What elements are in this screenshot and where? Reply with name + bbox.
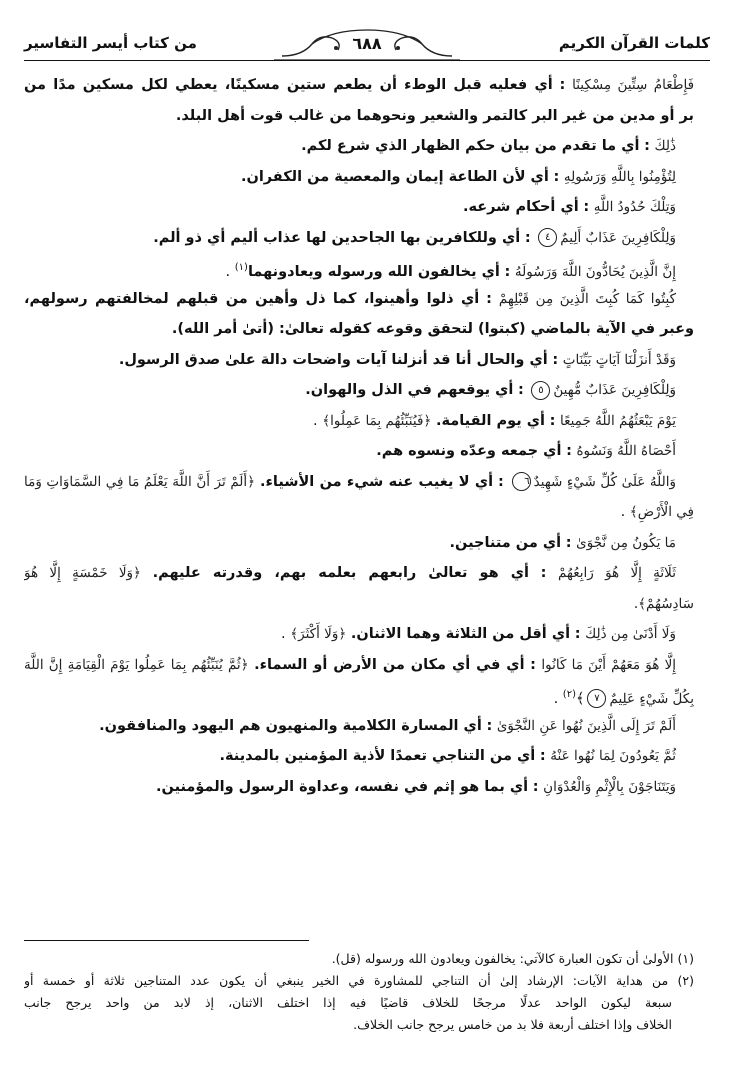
footnote-divider — [24, 940, 309, 941]
text-line: وَلَا أَدْنَىٰ مِن ذَٰلِكَ : أي أقل من الثلاثة وهما الاثنان. ﴿وَلَا أَكْثَرَ﴾ . — [281, 626, 676, 642]
explanation: أي من متناجين. — [449, 534, 562, 551]
page-body — [24, 70, 694, 802]
quran-quote: سَادِسُهُمْ﴾. — [633, 595, 694, 612]
page-number-ornament — [272, 26, 462, 62]
text-line: وَلِلْكَافِرِينَ عَذَابٌ مُّهِينٌ٥ : أي يوقعهم في الذل والهوان. — [305, 382, 676, 398]
quran-quote: ﴿فَيُنَبِّئُهُم بِمَا عَمِلُوا﴾ — [322, 412, 432, 429]
text-line: وَتِلْكَ حُدُودُ اللَّهِ : أي أحكام شرعه. — [462, 199, 676, 215]
explanation: أي فعليه قبل الوطء أن يطعم ستين مسكينًا، يعطي لكل مسكين مدًا من — [24, 77, 553, 93]
explanation: أي ما تقدم من بيان حكم الظهار الذي شرع لكم. — [301, 138, 640, 154]
text-line: كُبِتُوا كَمَا كُبِتَ الَّذِينَ مِن قَبْلِهِمْ : أي ذلوا وأهينوا، كما ذل وأهين من قبلهم لمخالفتهم رسولهم، — [24, 290, 676, 307]
footnote-2-text: الخلاف وإذا اختلف أربعة فلا بد من خامس يرجح جانب الخلاف. — [353, 1017, 672, 1032]
quran-term: وَتِلْكَ حُدُودُ اللَّهِ — [593, 199, 676, 215]
quran-quote: ﴿ثُمَّ يُنَبِّئُهُم بِمَا عَمِلُوا يَوْمَ الْقِيَامَةِ إِنَّ اللَّهَ — [24, 656, 249, 673]
quran-term: وَلِلْكَافِرِينَ عَذَابٌ مُّهِينٌ — [553, 382, 676, 398]
text-line: إِلَّا هُوَ مَعَهُمْ أَيْنَ مَا كَانُوا : أي في أي مكان من الأرض أو السماء. ﴿ثُمَّ يُنَبِّئُهُم بِمَا عَمِلُوا يَوْمَ الْقِيَامَةِ إِنَّ اللَّهَ — [24, 656, 677, 673]
quran-quote: ﴿أَلَمْ تَرَ أَنَّ اللَّهَ يَعْلَمُ مَا فِي السَّمَاوَاتِ وَمَا — [24, 473, 256, 490]
footnote-marker: (١) — [234, 262, 248, 273]
quran-term: إِنَّ الَّذِينَ يُحَادُّونَ اللَّهَ وَرَسُولَهُ — [514, 263, 676, 280]
text-line: أَحْصَاهُ اللَّهُ وَنَسُوهُ : أي جمعه وعدّه ونسوه هم. — [376, 443, 676, 459]
explanation: أي هو تعالىٰ رابعهم بعلمه بهم، وقدرته عليهم. — [152, 565, 529, 581]
verse-number: ٤ — [538, 228, 557, 247]
verse-number: ٦ — [512, 472, 531, 491]
quran-term: ذَٰلِكَ — [654, 138, 676, 154]
quran-term: وَلَا أَدْنَىٰ مِن ذَٰلِكَ — [585, 626, 676, 642]
header-divider — [24, 60, 710, 61]
explanation: أي بما هو إثم في نفسه، وعداوة الرسول والمؤمنين. — [156, 778, 529, 795]
explanation: أي من التناجي تعمدًا لأذية المؤمنين بالمدينة. — [219, 748, 536, 764]
quran-term: ثُمَّ يَعُودُونَ لِمَا نُهُوا عَنْهُ — [550, 748, 676, 764]
verse-number: ٥ — [531, 381, 550, 400]
footnote-2-line-2 — [24, 992, 694, 1014]
text-line: بِكُلِّ شَيْءٍ عَلِيمٌ٧﴾$^{(٢)}$ . — [553, 689, 694, 707]
text-line: أَلَمْ تَرَ إِلَى الَّذِينَ نُهُوا عَنِ النَّجْوَىٰ : أي المسارة الكلامية والمنهيون هم اليهود والمنافقون. — [99, 717, 676, 734]
quran-term: مَا يَكُونُ مِن نَّجْوَىٰ — [576, 534, 676, 551]
quran-term: كُبِتُوا كَمَا كُبِتَ الَّذِينَ مِن قَبْلِهِمْ — [498, 290, 676, 307]
page-header — [24, 24, 710, 64]
text-line: لِتُؤْمِنُوا بِاللَّهِ وَرَسُولِهِ : أي لأن الطاعة إيمان والمعصية من الكفران. — [240, 168, 676, 185]
footnote-marker: (٢) — [562, 689, 576, 700]
quran-term: ثَلَاثَةٍ إِلَّا هُوَ رَابِعُهُمْ — [558, 565, 676, 581]
source-title: من كتاب أيسر التفاسير — [24, 34, 197, 52]
explanation: أي لأن الطاعة إيمان والمعصية من الكفران. — [240, 168, 549, 185]
text-line: وَلِلْكَافِرِينَ عَذَابٌ أَلِيمٌ٤ : أي وللكافرين بها الجاحدين لها عذاب أليم أي ذو ألم. — [153, 229, 676, 246]
text-line: ثَلَاثَةٍ إِلَّا هُوَ رَابِعُهُمْ : أي هو تعالىٰ رابعهم بعلمه بهم، وقدرته عليهم. ﴿وَلَا خَمْسَةٍ إِلَّا هُوَ — [24, 565, 676, 581]
quran-term: وَيَتَنَاجَوْنَ بِالْإِثْمِ وَالْعُدْوَانِ — [543, 778, 676, 795]
quran-quote: ﴿وَلَا خَمْسَةٍ إِلَّا هُوَ — [24, 565, 141, 581]
quran-term: يَوْمَ يَبْعَثُهُمُ اللَّهُ جَمِيعًا — [559, 412, 676, 429]
footnote-2-line-3 — [24, 1014, 694, 1036]
quran-term: وَاللَّهُ عَلَىٰ كُلِّ شَيْءٍ شَهِيدٌ — [533, 473, 676, 490]
explanation: أي في أي مكان من الأرض أو السماء. — [254, 656, 525, 673]
quran-term: لِتُؤْمِنُوا بِاللَّهِ وَرَسُولِهِ — [563, 168, 676, 185]
text-line — [24, 589, 694, 620]
explanation: أي المسارة الكلامية والمنهيون هم اليهود والمنافقون. — [99, 717, 482, 734]
quran-term: إِلَّا هُوَ مَعَهُمْ أَيْنَ مَا كَانُوا — [541, 656, 677, 673]
explanation: أي والحال أنا قد أنزلنا آيات واضحات دالة علىٰ صدق الرسول. — [118, 351, 548, 368]
text-line: ذَٰلِكَ : أي ما تقدم من بيان حكم الظهار الذي شرع لكم. — [301, 138, 676, 154]
verse-number: ٧ — [587, 689, 606, 708]
footnote-2-text: سبعة ليكون الواحد عدلًا مرجحًا للخلاف قاضيًا فيه إذا اختلف الاثنان، إذ لابد من واحد يرجح جانب — [24, 995, 672, 1010]
footnote-2-line-1: (٢) من هداية الآيات: الإرشاد إلىٰ أن التناجي للمشاورة في الخير ينبغي أن يكون عدد المتناجين ثلاثة أو خمسة أو — [24, 973, 694, 988]
explanation: أي لا يغيب عنه شيء من الأشياء. — [259, 473, 494, 490]
text-line: فَإِطْعَامُ سِتِّينَ مِسْكِينًا : أي فعليه قبل الوطء أن يطعم ستين مسكينًا، يعطي لكل مسكين مدًا من — [24, 77, 694, 93]
text-line: فِي الْأَرْضِ﴾ . — [620, 504, 694, 520]
explanation: أي أحكام شرعه. — [462, 199, 579, 215]
explanation: أي جمعه وعدّه ونسوه هم. — [376, 443, 562, 459]
text-line: بر أو مدين من غير البر كالتمر والشعير ونحوهما من غالب قوت أهل البلد. — [175, 107, 694, 124]
explanation: أي وللكافرين بها الجاحدين لها عذاب أليم أي ذو ألم. — [153, 229, 521, 246]
explanation: أي يوم القيامة. — [435, 412, 545, 429]
quran-quote: بِكُلِّ شَيْءٍ عَلِيمٌ — [609, 690, 694, 707]
text-line: ثُمَّ يَعُودُونَ لِمَا نُهُوا عَنْهُ : أي من التناجي تعمدًا لأذية المؤمنين بالمدينة. — [219, 748, 676, 764]
text-line: يَوْمَ يَبْعَثُهُمُ اللَّهُ جَمِيعًا : أي يوم القيامة. ﴿فَيُنَبِّئُهُم بِمَا عَمِلُوا﴾ . — [313, 412, 676, 429]
text-line: مَا يَكُونُ مِن نَّجْوَىٰ : أي من متناجين. — [449, 534, 676, 551]
book-title: كلمات القرآن الكريم — [558, 34, 710, 52]
quran-term: وَلِلْكَافِرِينَ عَذَابٌ أَلِيمٌ — [560, 229, 676, 246]
quran-quote: فِي الْأَرْضِ﴾ — [629, 504, 694, 520]
explanation: أي يوقعهم في الذل والهوان. — [305, 382, 514, 398]
quran-term: أَلَمْ تَرَ إِلَى الَّذِينَ نُهُوا عَنِ النَّجْوَىٰ — [496, 717, 676, 734]
text-line: إِنَّ الَّذِينَ يُحَادُّونَ اللَّهَ وَرَسُولَهُ : أي يخالفون الله ورسوله ويعادونهما$^{(١)}$ . — [225, 262, 676, 280]
text-line: وعبر في الآية بالماضي (كبتوا) لتحقق وقوعه كقوله تعالىٰ: (أتىٰ أمر الله). — [171, 321, 694, 337]
text-line: وَقَدْ أَنزَلْنَا آيَاتٍ بَيِّنَاتٍ : أي والحال أنا قد أنزلنا آيات واضحات دالة علىٰ صدق الرسول. — [118, 351, 676, 368]
footnote-1: (١) الأولىٰ أن تكون العبارة كالآتي: يخالفون ويعادون الله ورسوله (قل). — [331, 951, 694, 966]
quran-quote: ﴿وَلَا أَكْثَرَ﴾ — [290, 626, 347, 642]
explanation: أي ذلوا وأهينوا، كما ذل وأهين من قبلهم لمخالفتهم رسولهم، — [24, 290, 480, 307]
text-line: وَاللَّهُ عَلَىٰ كُلِّ شَيْءٍ شَهِيدٌ٦ : أي لا يغيب عنه شيء من الأشياء. ﴿أَلَمْ تَرَ أَنَّ اللَّهَ يَعْلَمُ مَا فِي السَّمَاوَاتِ وَمَا — [24, 473, 676, 490]
explanation: أي يخالفون الله ورسوله ويعادونهما — [247, 263, 500, 280]
text-line: وَيَتَنَاجَوْنَ بِالْإِثْمِ وَالْعُدْوَانِ : أي بما هو إثم في نفسه، وعداوة الرسول والمؤمنين. — [156, 778, 676, 795]
footnotes — [24, 948, 694, 1036]
quran-term: وَقَدْ أَنزَلْنَا آيَاتٍ بَيِّنَاتٍ — [562, 351, 676, 368]
quran-term: فَإِطْعَامُ سِتِّينَ مِسْكِينًا — [572, 77, 694, 93]
page-number: ٦٨٨ — [352, 34, 382, 53]
quran-term: أَحْصَاهُ اللَّهُ وَنَسُوهُ — [576, 443, 676, 459]
explanation: أي أقل من الثلاثة وهما الاثنان. — [350, 626, 571, 642]
